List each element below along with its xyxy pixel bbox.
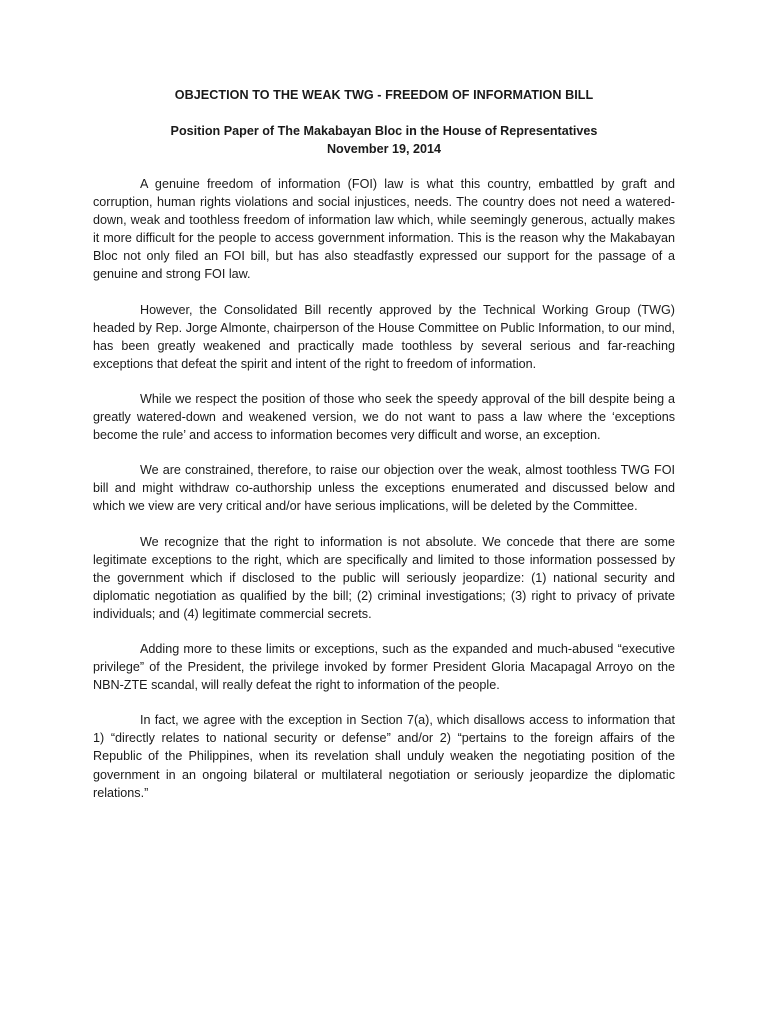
paragraph-5: We recognize that the right to information is not absolute. We concede that there are some legitimate exceptions to the right, which are specifically and limited to those information possessed by the government which if disclosed to the public will seriously jeopardize: (1) national security and diplomatic negotiation as qualified by the bill; (2) criminal investigations; (3) right to privacy of private individuals; and (4) legitimate commercial secrets. <box>93 534 675 621</box>
document-subtitle: Position Paper of The Makabayan Bloc in the House of Representatives <box>170 124 598 138</box>
paragraph-1: A genuine freedom of information (FOI) law is what this country, embattled by graft and corruption, human rights violations and social injustices, needs. The country does not need a watered-down, weak and toothless freedom of information law which, while seemingly generous, actually makes it more difficult for the people to access government information. This is the reason why the Makabayan Bloc not only filed an FOI bill, but has also steadfastly expressed our support for the passage of a genuine and strong FOI law. <box>93 177 675 282</box>
paragraph-2: However, the Consolidated Bill recently approved by the Technical Working Group (TWG) headed by Rep. Jorge Almonte, chairperson of the House Committee on Public Information, to our mind, has been greatly weakened and practically made toothless by several serious and far-reaching exceptions that defeat the spirit and intent of the right to freedom of information. <box>93 302 675 371</box>
paragraph-4: We are constrained, therefore, to raise our objection over the weak, almost toothless TWG FOI bill and might withdraw co-authorship unless the exceptions enumerated and discussed below and which we view are very critical and/or have serious implications, will be deleted by the Committee. <box>93 463 675 514</box>
paragraph-6: Adding more to these limits or exceptions, such as the expanded and much-abused “executive privilege” of the President, the privilege invoked by former President Gloria Macapagal Arroyo on the NBN-ZTE scandal, will really defeat the right to information of the people. <box>93 641 675 693</box>
paragraph-3: While we respect the position of those who seek the speedy approval of the bill despite being a greatly watered-down and weakened version, we do not want to pass a law where the ‘exceptions become the rule’ and access to information becomes very difficult and worse, an exception. <box>93 391 675 443</box>
document-body <box>93 86 675 802</box>
paragraph-7: In fact, we agree with the exception in Section 7(a), which disallows access to information that 1) “directly relates to national security or defense” and/or 2) “pertains to the foreign affairs of the Republic of the Philippines, when its revelation shall unduly weaken the negotiating position of the government in an ongoing bilateral or multilateral negotiation or seriously jeopardize the diplomatic relations.” <box>93 713 675 800</box>
document-title: OBJECTION TO THE WEAK TWG - FREEDOM OF INFORMATION BILL <box>174 88 594 102</box>
document-date: November 19, 2014 <box>326 142 442 156</box>
